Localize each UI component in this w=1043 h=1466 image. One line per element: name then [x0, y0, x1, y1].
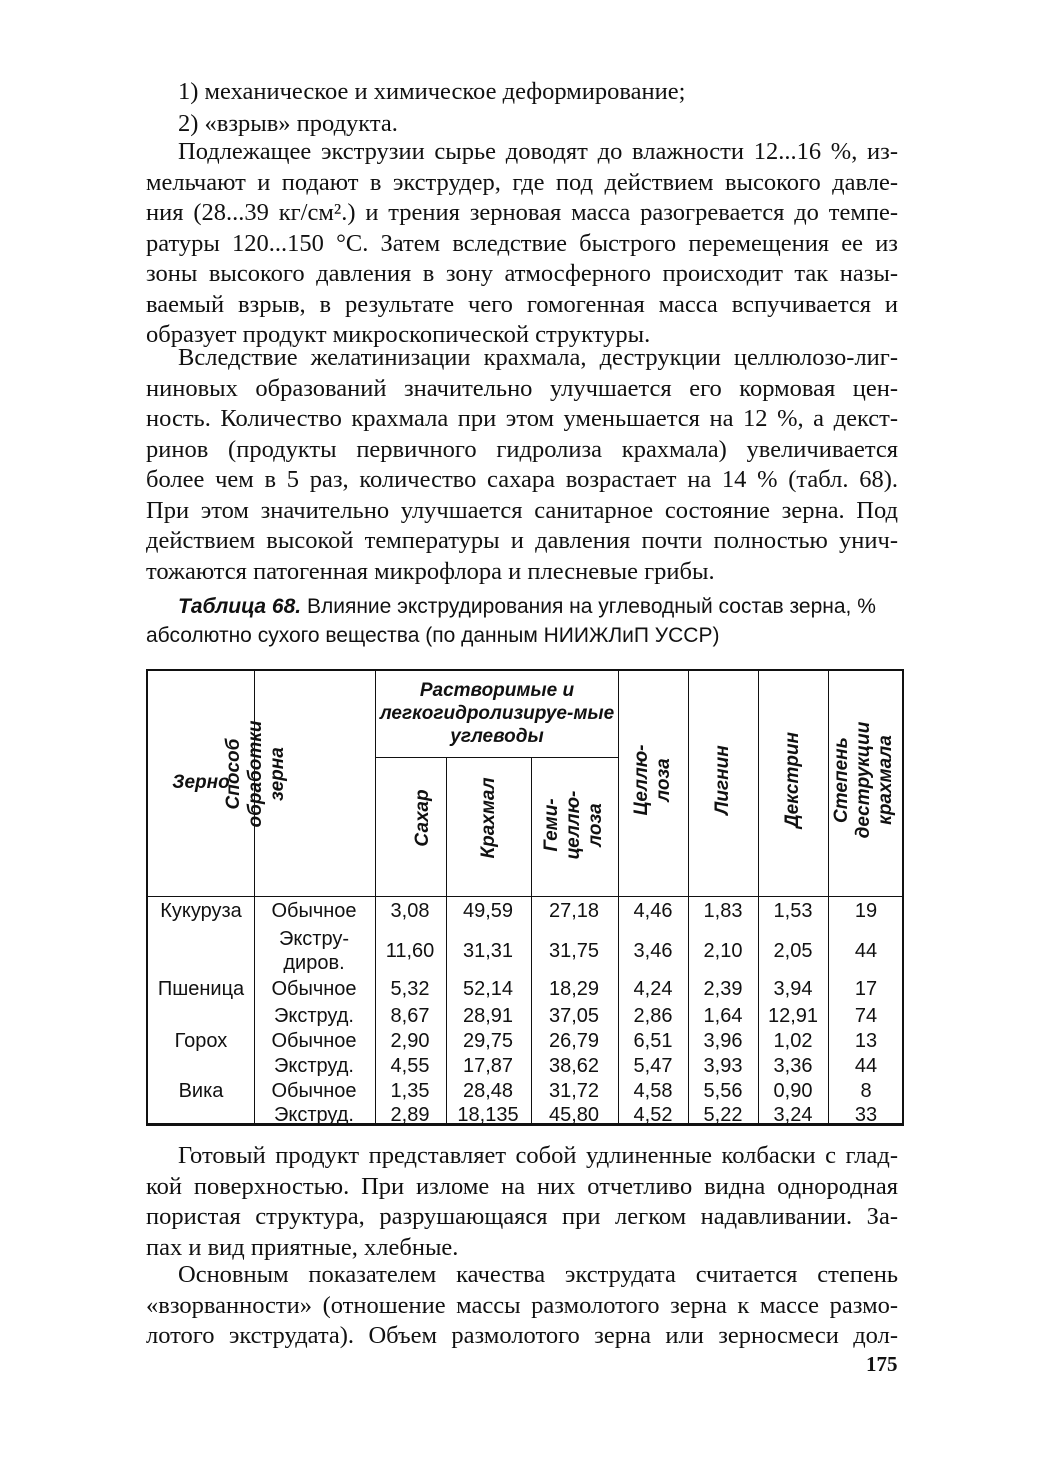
- carbohydrate-table: [146, 669, 904, 1126]
- text-line: Подлежащее экструзии сырье доводят до влажности 12...16 %, из-: [178, 138, 898, 165]
- text-line: ниновых образований значительно улучшается его кормовая цен-: [146, 374, 898, 402]
- value-cell: 45,80: [548, 1104, 600, 1126]
- value-cell: 2,89: [390, 1104, 430, 1126]
- text-line: ность. Количество крахмала при этом уменьшается на 12 %, а декст-: [146, 405, 898, 432]
- value-cell: 3,93: [703, 1055, 743, 1077]
- text-line: Основным показателем качества экструдата считается степень: [178, 1261, 898, 1288]
- value-cell: 31,75: [548, 940, 600, 962]
- value-cell: 1,83: [703, 900, 743, 922]
- text-line: тожаются патогенная микрофлора и плесневые грибы.: [146, 557, 715, 585]
- page-number: 175: [866, 1352, 898, 1376]
- table-number: Таблица 68.: [178, 595, 302, 618]
- text-line: зоны высокого давления в зону атмосферного происходит так назы-: [146, 260, 898, 287]
- header-method: Способ обработки зерна: [223, 720, 288, 828]
- value-cell: 33: [854, 1104, 878, 1126]
- value-cell: 52,14: [462, 978, 514, 1000]
- value-cell: 3,94: [773, 978, 813, 1000]
- paragraph-gelatinization: [146, 343, 898, 587]
- value-cell: 44: [854, 940, 878, 962]
- header-soluble-carbohydrates: Растворимые и легкогидролизируе-мые углеводы: [379, 680, 615, 747]
- value-cell: 0,90: [773, 1080, 813, 1102]
- value-cell: 6,51: [633, 1030, 673, 1052]
- method-cell: Экструд.: [274, 1104, 354, 1126]
- value-cell: 13: [854, 1030, 878, 1052]
- text-line: мельчают и подают в экструдер, где под действием высокого давле-: [146, 168, 898, 196]
- text-line: «взорванности» (отношение массы размолотого зерна к массе размо-: [146, 1291, 898, 1319]
- value-cell: 17: [854, 978, 878, 1000]
- method-cell: Обычное: [271, 1080, 357, 1102]
- header-dextrin: Декстрин: [782, 731, 803, 829]
- value-cell: 26,79: [548, 1030, 600, 1052]
- text-line: действием высокой температуры и давления почти полностью унич-: [146, 527, 898, 554]
- value-cell: 44: [854, 1055, 878, 1077]
- grain-cell: Горох: [174, 1030, 228, 1052]
- value-cell: 2,10: [703, 940, 743, 962]
- value-cell: 18,29: [548, 978, 600, 1000]
- method-cell: Экструд.: [274, 1005, 354, 1027]
- value-cell: 49,59: [462, 900, 514, 922]
- value-cell: 4,46: [633, 900, 673, 922]
- method-cell: Экструд.: [274, 1055, 354, 1077]
- text-line: пористая структура, разрушающаяся при легком надавливании. За-: [146, 1203, 898, 1230]
- value-cell: 2,05: [773, 940, 813, 962]
- text-line: При этом значительно улучшается санитарное состояние зерна. Под: [146, 496, 898, 524]
- text-line: ринов (продукты первичного гидролиза крахмала) увеличивается: [146, 435, 898, 463]
- header-cellulose: Целлю- лоза: [631, 744, 674, 816]
- paragraph-product-description: [146, 1141, 898, 1263]
- method-cell: Обычное: [271, 1030, 357, 1052]
- value-cell: 2,39: [703, 978, 743, 1000]
- value-cell: 3,46: [633, 940, 673, 962]
- value-cell: 31,31: [462, 940, 514, 962]
- header-sugar: Сахар: [412, 789, 433, 847]
- value-cell: 28,91: [462, 1005, 514, 1027]
- header-lignin: Лигнин: [712, 745, 733, 815]
- value-cell: 18,135: [457, 1104, 519, 1126]
- text-line: ния (28...39 кг/см².) и трения зерновая масса разогревается до темпе-: [146, 199, 898, 226]
- value-cell: 31,72: [548, 1080, 600, 1102]
- value-cell: 3,36: [773, 1055, 813, 1077]
- value-cell: 5,22: [703, 1104, 743, 1126]
- method-cell: Обычное: [271, 900, 357, 922]
- text-line: кой поверхностью. При изломе на них отчетливо видна однородная: [146, 1172, 898, 1200]
- value-cell: 5,32: [390, 978, 430, 1000]
- list-item: 2) «взрыв» продукта.: [178, 110, 398, 137]
- header-destruction-degree: Степень деструкции крахмала: [831, 721, 896, 839]
- value-cell: 4,24: [633, 978, 673, 1000]
- value-cell: 19: [854, 900, 878, 922]
- value-cell: 3,08: [390, 900, 430, 922]
- value-cell: 4,55: [390, 1055, 430, 1077]
- grain-cell: Пшеница: [157, 978, 245, 1000]
- method-cell: Экстру-диров.: [278, 928, 350, 974]
- header-bottom-border: [148, 896, 902, 897]
- text-line: ваемый взрыв, в результате чего гомогенная масса вспучивается и: [146, 290, 898, 318]
- value-cell: 1,64: [703, 1005, 743, 1027]
- value-cell: 2,90: [390, 1030, 430, 1052]
- value-cell: 27,18: [548, 900, 600, 922]
- value-cell: 2,86: [633, 1005, 673, 1027]
- header-hemicellulose: Геми- целлю- лоза: [541, 790, 606, 860]
- value-cell: 1,02: [773, 1030, 813, 1052]
- caption-line: абсолютно сухого вещества (по данным НИИЖЛиП УССР): [146, 624, 720, 647]
- value-cell: 38,62: [548, 1055, 600, 1077]
- text-line: пах и вид приятные, хлебные.: [146, 1233, 459, 1261]
- value-cell: 37,05: [548, 1005, 600, 1027]
- numbered-list: [178, 76, 898, 140]
- value-cell: 8,67: [390, 1005, 430, 1027]
- grain-cell: Кукуруза: [160, 900, 242, 922]
- value-cell: 5,47: [633, 1055, 673, 1077]
- value-cell: 3,96: [703, 1030, 743, 1052]
- value-cell: 17,87: [462, 1055, 514, 1077]
- text-line: лотого экструдата). Объем размолотого зерна или зерносмеси дол-: [146, 1322, 898, 1349]
- value-cell: 4,58: [633, 1080, 673, 1102]
- value-cell: 74: [854, 1005, 878, 1027]
- value-cell: 29,75: [462, 1030, 514, 1052]
- grain-cell: Вика: [178, 1080, 224, 1102]
- value-cell: 1,35: [390, 1080, 430, 1102]
- value-cell: 4,52: [633, 1104, 673, 1126]
- paragraph-quality-indicator: [146, 1260, 898, 1352]
- value-cell: 12,91: [767, 1005, 819, 1027]
- paragraph-extrusion-process: [146, 137, 898, 351]
- value-cell: 3,24: [773, 1104, 813, 1126]
- value-cell: 28,48: [462, 1080, 514, 1102]
- text-line: образует продукт микроскопической структуры.: [146, 321, 651, 348]
- caption-line: Влияние экструдирования на углеводный состав зерна, %: [306, 595, 876, 618]
- header-starch: Крахмал: [478, 777, 499, 859]
- column-divider: [531, 757, 532, 1124]
- table-caption: [146, 592, 900, 647]
- text-line: более чем в 5 раз, количество сахара возрастает на 14 % (табл. 68).: [146, 466, 898, 493]
- value-cell: 8: [860, 1080, 872, 1102]
- value-cell: 11,60: [385, 940, 435, 962]
- text-line: ратуры 120...150 °С. Затем вследствие быстрого перемещения ее из: [146, 229, 898, 257]
- text-line: Вследствие желатинизации крахмала, деструкции целлюлозо-лиг-: [178, 344, 898, 371]
- list-item: 1) механическое и химическое деформирование;: [178, 78, 686, 105]
- value-cell: 1,53: [773, 900, 813, 922]
- method-cell: Обычное: [271, 978, 357, 1000]
- text-line: Готовый продукт представляет собой удлиненные колбаски с глад-: [178, 1142, 898, 1169]
- header-grain: Зерно: [172, 772, 230, 793]
- value-cell: 5,56: [703, 1080, 743, 1102]
